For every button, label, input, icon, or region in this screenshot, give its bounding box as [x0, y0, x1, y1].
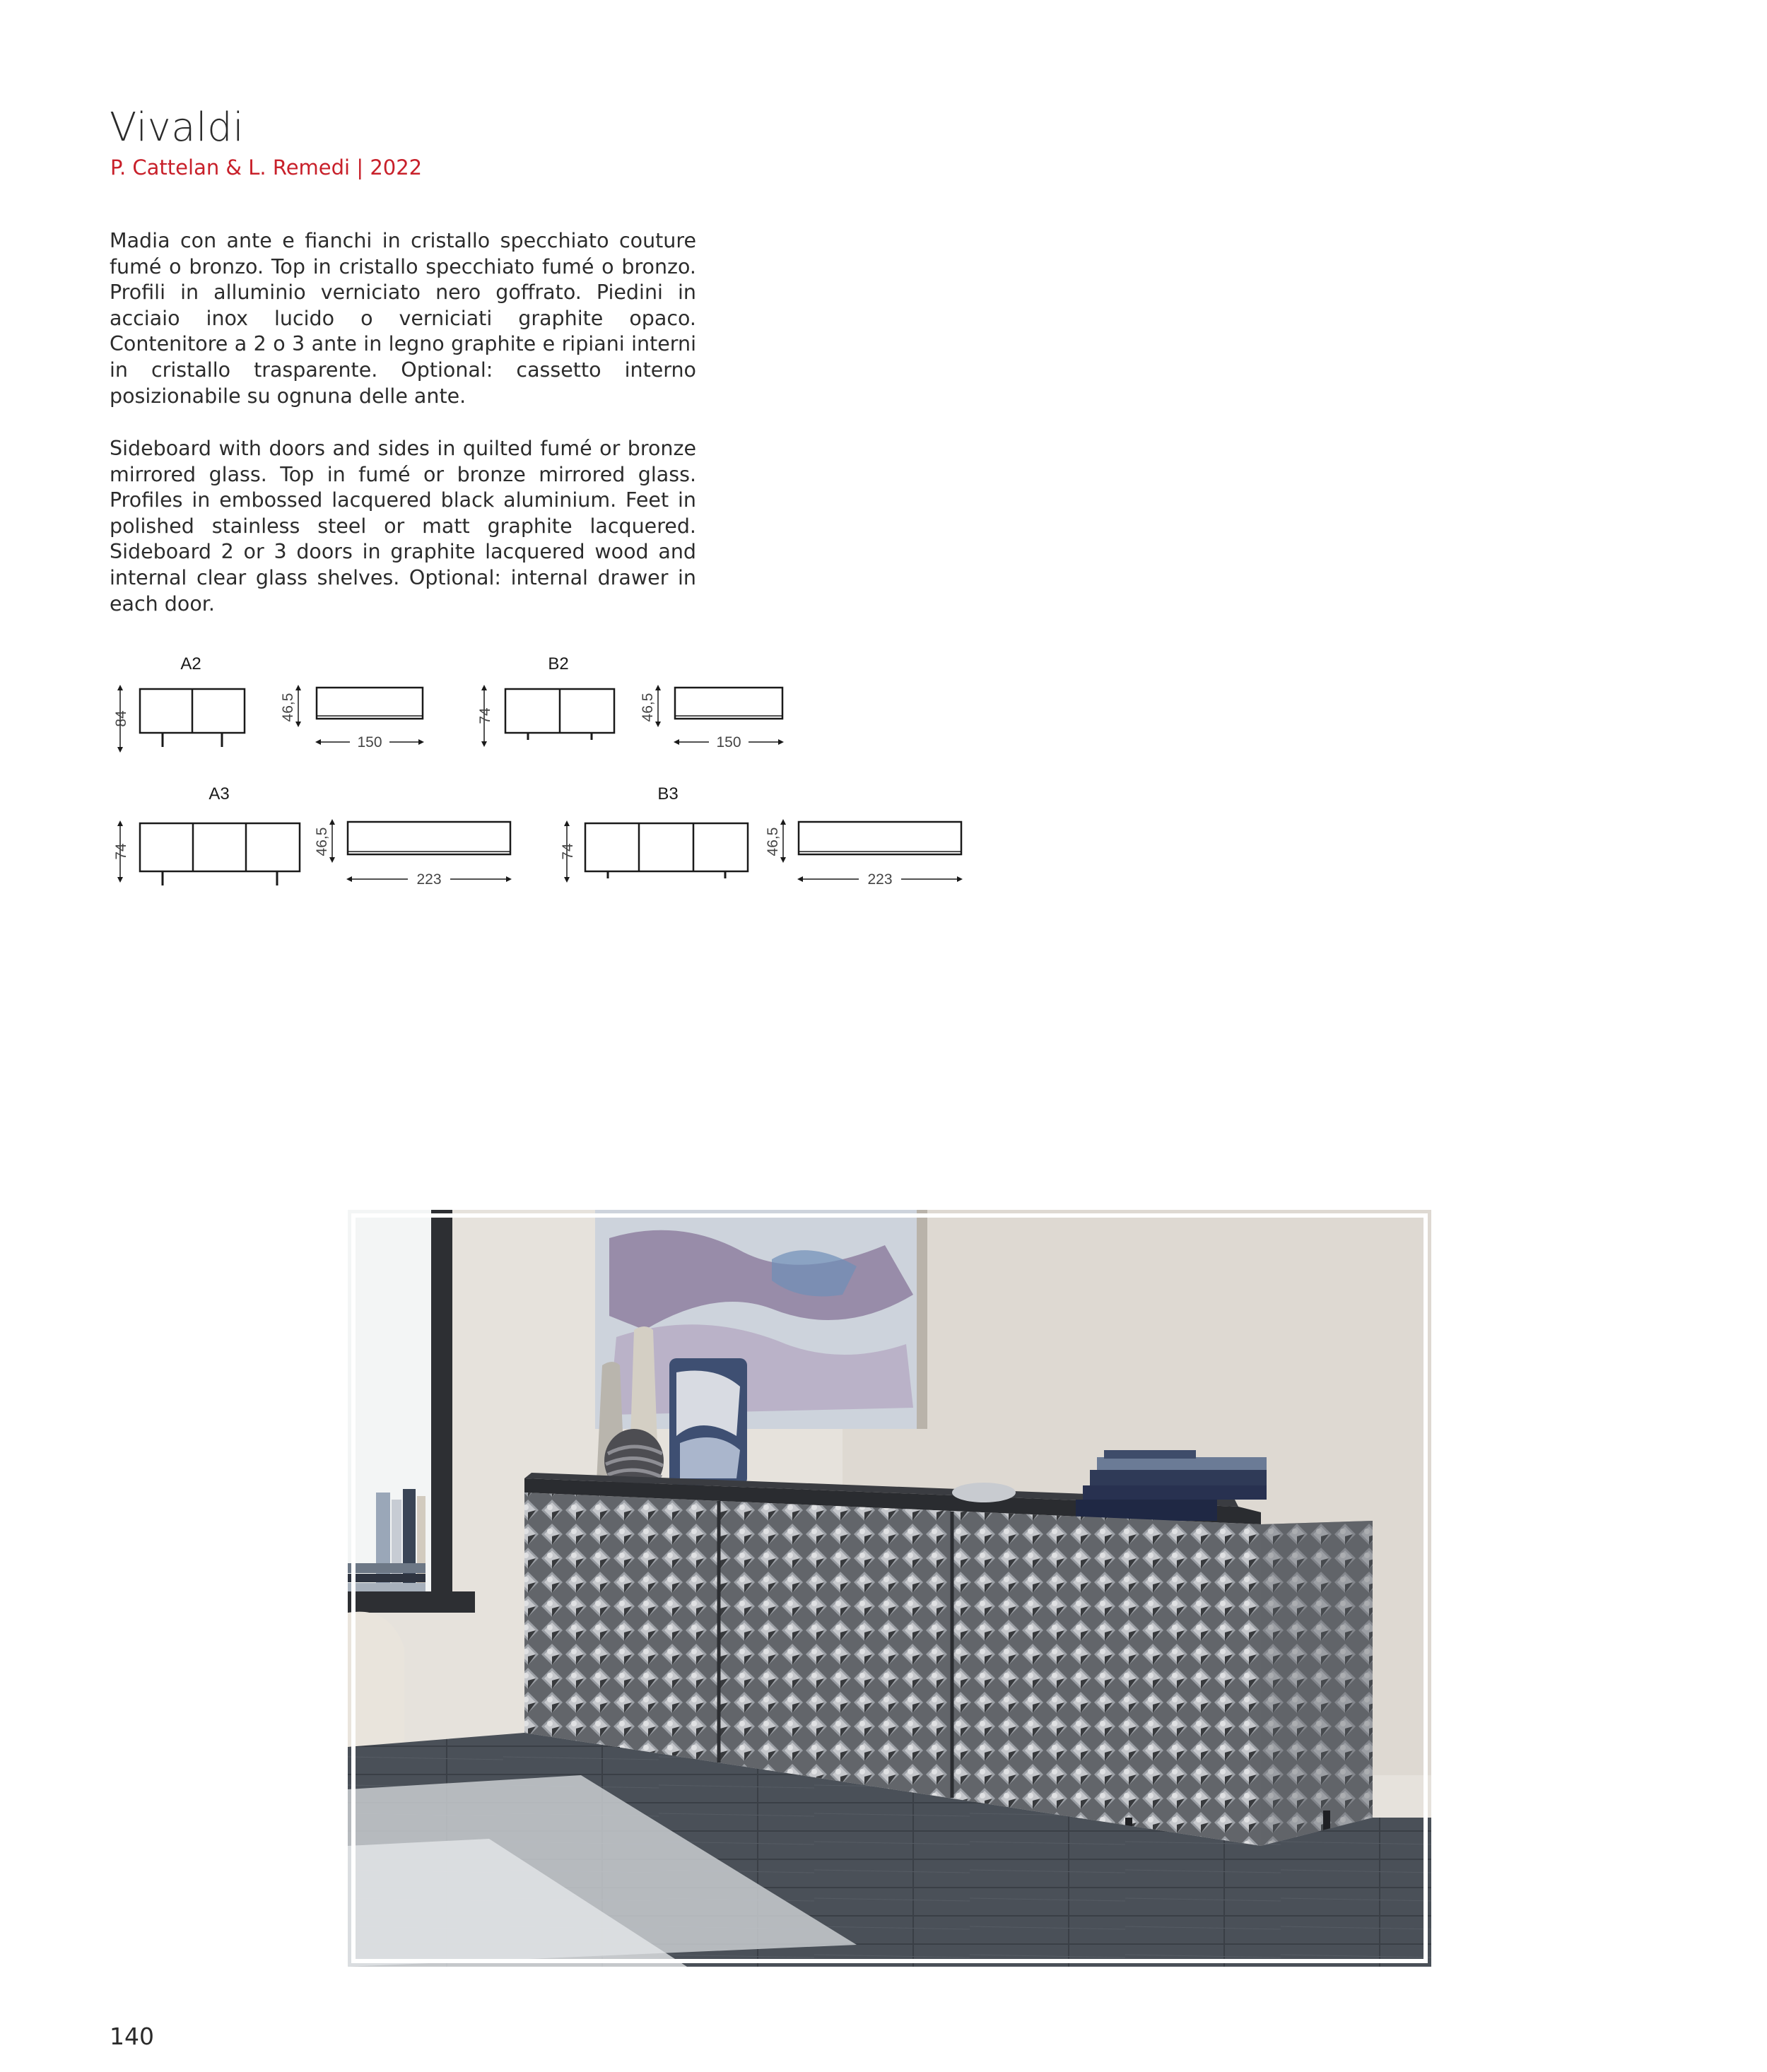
dim-height-b2: 74: [477, 707, 493, 724]
dim-width-b3: 223: [867, 871, 893, 888]
diagram-model-b2: [470, 654, 809, 760]
front-view-b3: [585, 823, 748, 871]
diagram-model-a3: [106, 781, 530, 894]
dim-width-a2: 150: [357, 734, 382, 750]
dim-depth-b2: 46,5: [640, 693, 656, 722]
top-view-a2: [317, 688, 423, 719]
dim-height-b3: 74: [560, 843, 576, 860]
top-view-b3: [799, 822, 961, 854]
dim-depth-b3: 46,5: [765, 827, 781, 857]
model-label-a2: A2: [180, 654, 201, 673]
room-scene-illustration: [348, 1210, 1431, 1967]
product-title: Vivaldi: [110, 105, 245, 151]
diagram-model-a2: [106, 654, 445, 760]
page-number: 140: [110, 2023, 154, 2050]
front-view-a3: [140, 823, 300, 871]
designer-credit: P. Cattelan & L. Remedi | 2022: [110, 155, 423, 179]
model-label-b2: B2: [548, 654, 569, 673]
top-view-b2: [675, 688, 782, 719]
dim-width-b2: 150: [716, 734, 741, 750]
model-label-a3: A3: [209, 784, 230, 804]
dim-depth-a2: 46,5: [280, 693, 296, 722]
model-label-b3: B3: [657, 784, 679, 804]
dim-width-a3: 223: [416, 871, 442, 888]
description-english: Sideboard with doors and sides in quilted fumé or bronze mirrored glass. Top in fumé or bronze mirrored glass. Profiles in embossed lacquered black aluminium. Feet in polished stainless steel or matt graphite lacquered. Sideboard 2 or 3 doors in graphite lacquered wood and internal clear glass shelves. Optional: internal drawer in each door.: [110, 437, 696, 616]
top-view-a3: [348, 822, 510, 854]
dim-depth-a3: 46,5: [314, 827, 330, 857]
sideboard-photo: [348, 1210, 1431, 1967]
dim-height-a3: 74: [113, 843, 129, 860]
description-italian: Madia con ante e fianchi in cristallo specchiato couture fumé o bronzo. Top in cristallo specchiato fumé o bronzo. Profili in alluminio verniciato nero goffrato. Piedini in acciaio inox lucido o verniciati graphite opaco. Contenitore a 2 o 3 ante in legno graphite e ripiani interni in cristallo trasparente. Optional: cassetto interno posizionabile su ognuna delle ante.: [110, 229, 696, 408]
diagram-model-b3: [558, 781, 982, 894]
dim-height-a2: 84: [113, 710, 129, 727]
